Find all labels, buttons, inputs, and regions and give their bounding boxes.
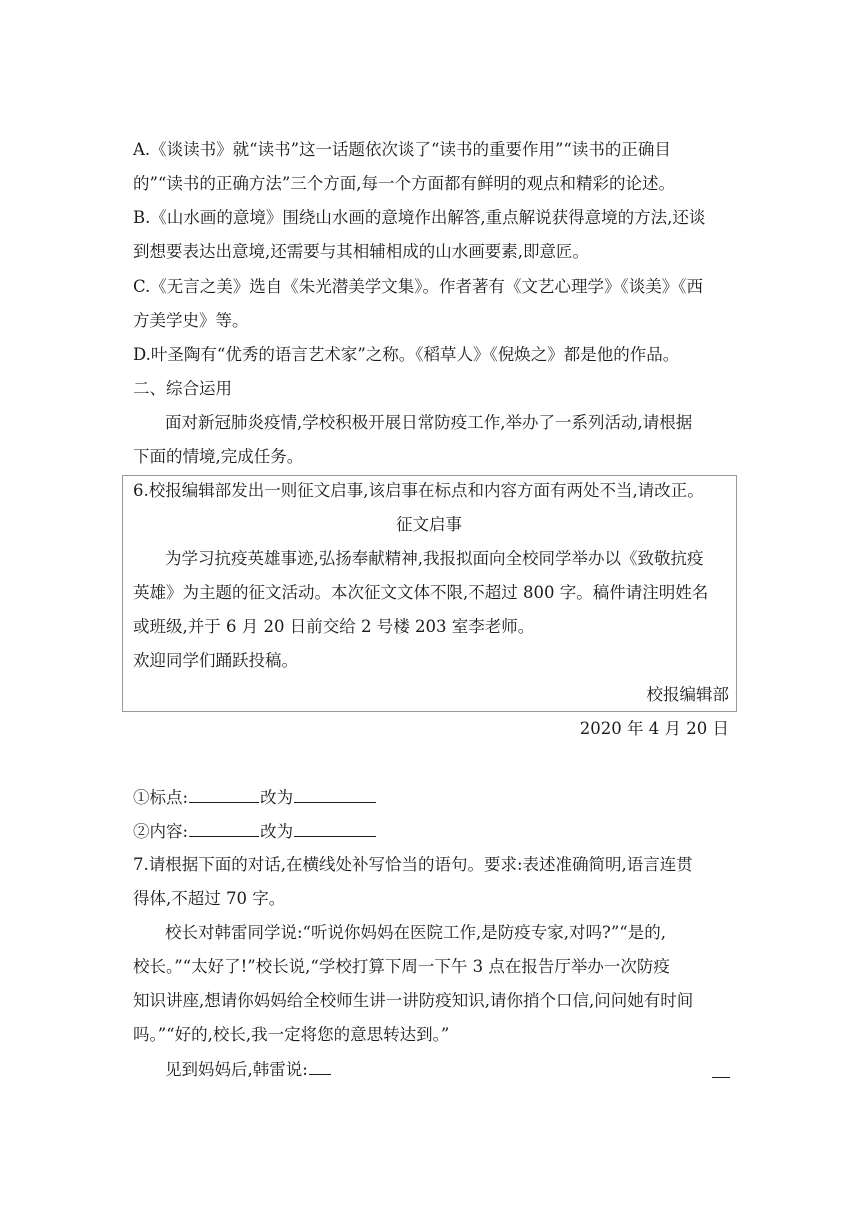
answer-punctuation-label: ①标点:: [133, 788, 189, 807]
section-2-intro-line-2: 下面的情境,完成任务。: [133, 447, 304, 466]
answer-content-label: ②内容:: [133, 822, 189, 841]
option-c-line-1: C.《无言之美》选自《朱光潜美学文集》。作者著有《文艺心理学》《谈美》《西: [133, 277, 704, 296]
answer-punctuation-change-label: 改为: [260, 788, 294, 807]
notice-body-line-1: 为学习抗疫英雄事迹,弘扬奉献精神,我报拟面向全校同学举办以《致敬抗疫: [165, 549, 704, 568]
option-b-line-1: B.《山水画的意境》围绕山水画的意境作出解答,重点解说获得意境的方法,还谈: [133, 208, 706, 227]
answer-content-blank[interactable]: [189, 820, 259, 837]
answer-punctuation-corrected-blank[interactable]: [294, 786, 376, 803]
answer-7-blank-end[interactable]: [712, 1077, 730, 1078]
answer-7-row: [165, 1058, 332, 1081]
dialogue-line-4: 吗。”“好的,校长,我一定将您的意思转达到。”: [133, 1025, 450, 1044]
answer-content-row: [133, 820, 377, 843]
answer-punctuation-blank[interactable]: [189, 786, 259, 803]
notice-body-line-3: 或班级,并于 6 月 20 日前交给 2 号楼 203 室李老师。: [133, 617, 535, 636]
notice-body-line-2: 英雄》为主题的征文活动。本次征文文体不限,不超过 800 字。稿件请注明姓名: [133, 583, 709, 602]
answer-7-prefix: 见到妈妈后,韩雷说:: [165, 1060, 308, 1079]
answer-content-corrected-blank[interactable]: [294, 820, 376, 837]
dialogue-line-3: 知识讲座,想请你妈妈给全校师生讲一讲防疫知识,请你捎个口信,问问她有时间: [133, 991, 694, 1010]
dialogue-line-2: 校长。”“太好了!”校长说,“学校打算下周一下午 3 点在报告厅举办一次防疫: [133, 957, 670, 976]
option-d-line-1: D.叶圣陶有“优秀的语言艺术家”之称。《稻草人》《倪焕之》都是他的作品。: [133, 345, 680, 364]
notice-body-line-4: 欢迎同学们踊跃投稿。: [133, 651, 298, 670]
section-2-heading: 二、综合运用: [133, 379, 232, 398]
option-c-line-2: 方美学史》等。: [133, 311, 249, 330]
answer-7-blank[interactable]: [309, 1058, 331, 1075]
answer-punctuation-row: [133, 786, 377, 809]
notice-signature: 校报编辑部: [646, 685, 729, 704]
notice-title: 征文启事: [396, 515, 462, 534]
section-2-intro-line-1: 面对新冠肺炎疫情,学校积极开展日常防疫工作,举办了一系列活动,请根据: [165, 413, 693, 432]
option-b-line-2: 到想要表达出意境,还需要与其相辅相成的山水画要素,即意匠。: [133, 242, 589, 261]
question-6-prompt: 6.校报编辑部发出一则征文启事,该启事在标点和内容方面有两处不当,请改正。: [133, 481, 704, 500]
answer-content-change-label: 改为: [260, 822, 294, 841]
question-7-prompt-line-2: 得体,不超过 70 字。: [133, 889, 286, 908]
option-a-line-1: A.《谈读书》就“读书”这一话题依次谈了“读书的重要作用”“读书的正确目: [133, 140, 671, 159]
dialogue-line-1: 校长对韩雷同学说:“听说你妈妈在医院工作,是防疫专家,对吗?”“是的,: [165, 923, 666, 942]
question-7-prompt-line-1: 7.请根据下面的对话,在横线处补写恰当的语句。要求:表述准确简明,语言连贯: [133, 855, 693, 874]
notice-date: 2020 年 4 月 20 日: [579, 719, 729, 738]
option-a-line-2: 的”“读书的正确方法”三个方面,每一个方面都有鲜明的观点和精彩的论述。: [133, 174, 676, 193]
